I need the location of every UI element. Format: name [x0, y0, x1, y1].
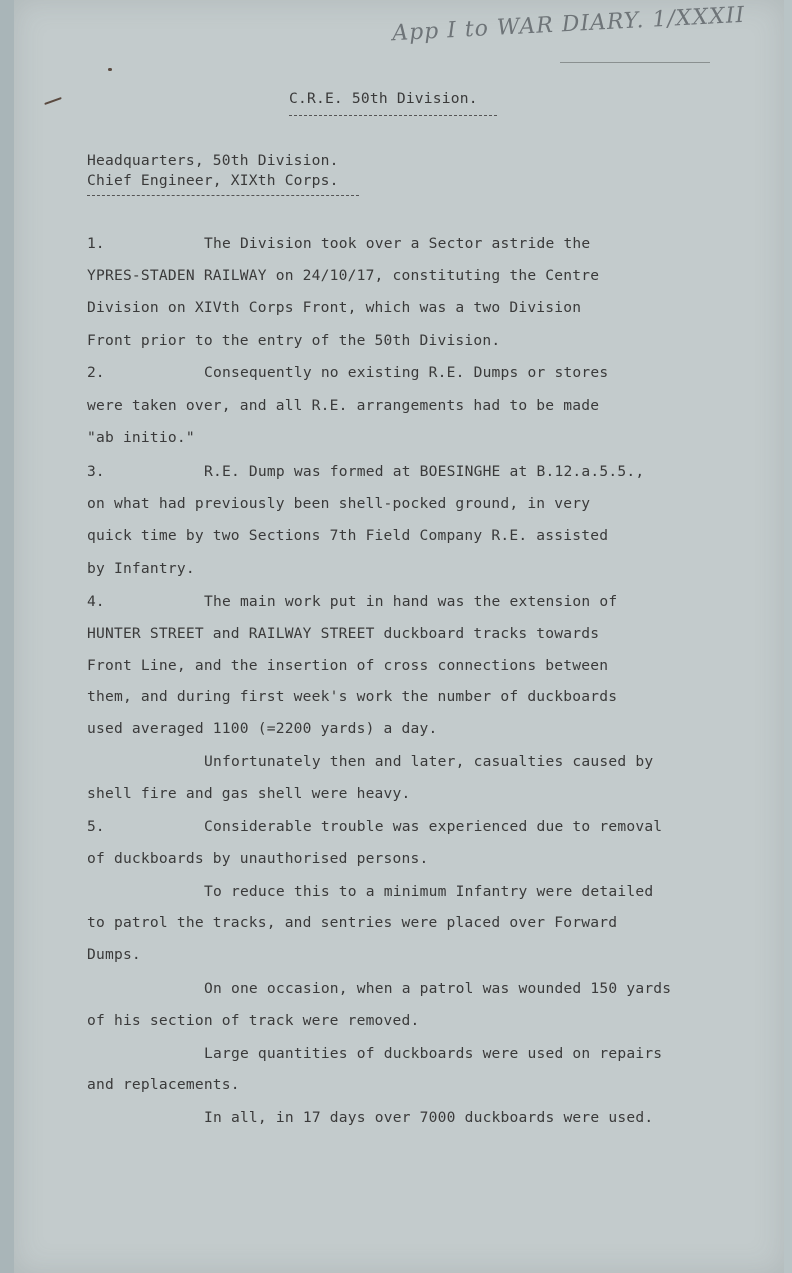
- body-line: "ab initio.": [87, 429, 195, 446]
- paragraph-number: 1.: [87, 235, 105, 252]
- body-line: Front Line, and the insertion of cross connections between: [87, 657, 609, 674]
- body-line: of duckboards by unauthorised persons.: [87, 850, 429, 867]
- body-line: Front prior to the entry of the 50th Division.: [87, 332, 501, 349]
- paragraph-number: 5.: [87, 818, 105, 835]
- body-line: The main work put in hand was the extension of: [204, 593, 618, 610]
- body-line: The Division took over a Sector astride the: [204, 235, 591, 252]
- body-line: them, and during first week's work the number of duckboards: [87, 688, 618, 705]
- body-line: In all, in 17 days over 7000 duckboards were used.: [204, 1109, 654, 1126]
- body-line: on what had previously been shell-pocked ground, in very: [87, 495, 591, 512]
- body-line: Unfortunately then and later, casualties caused by: [204, 753, 654, 770]
- body-line: Large quantities of duckboards were used on repairs: [204, 1045, 663, 1062]
- body-line: YPRES-STADEN RAILWAY on 24/10/17, constituting the Centre: [87, 267, 600, 284]
- annotation-underline: [560, 62, 710, 63]
- scan-edge: [0, 0, 14, 1273]
- body-line: were taken over, and all R.E. arrangements had to be made: [87, 397, 600, 414]
- address-to: Chief Engineer, XIXth Corps.: [87, 172, 339, 189]
- document-heading: C.R.E. 50th Division.: [289, 90, 478, 107]
- body-line: To reduce this to a minimum Infantry were detailed: [204, 883, 654, 900]
- body-line: of his section of track were removed.: [87, 1012, 420, 1029]
- body-line: Dumps.: [87, 946, 141, 963]
- body-line: shell fire and gas shell were heavy.: [87, 785, 411, 802]
- body-line: On one occasion, when a patrol was wounded 150 yards: [204, 980, 672, 997]
- body-line: by Infantry.: [87, 560, 195, 577]
- body-line: to patrol the tracks, and sentries were placed over Forward: [87, 914, 618, 931]
- paragraph-number: 4.: [87, 593, 105, 610]
- handwritten-annotation: App I to WAR DIARY. 1/XXXII: [391, 2, 746, 47]
- address-underline: [87, 195, 359, 196]
- ink-speck: [108, 68, 112, 71]
- heading-underline: [289, 115, 497, 116]
- paragraph-number: 2.: [87, 364, 105, 381]
- body-line: used averaged 1100 (=2200 yards) a day.: [87, 720, 438, 737]
- body-line: quick time by two Sections 7th Field Company R.E. assisted: [87, 527, 609, 544]
- body-line: Division on XIVth Corps Front, which was a two Division: [87, 299, 582, 316]
- body-line: and replacements.: [87, 1076, 240, 1093]
- body-line: R.E. Dump was formed at BOESINGHE at B.12.a.5.5.,: [204, 463, 645, 480]
- address-from: Headquarters, 50th Division.: [87, 152, 339, 169]
- paragraph-number: 3.: [87, 463, 105, 480]
- body-line: Consequently no existing R.E. Dumps or stores: [204, 364, 609, 381]
- body-line: HUNTER STREET and RAILWAY STREET duckboard tracks towards: [87, 625, 600, 642]
- body-line: Considerable trouble was experienced due to removal: [204, 818, 663, 835]
